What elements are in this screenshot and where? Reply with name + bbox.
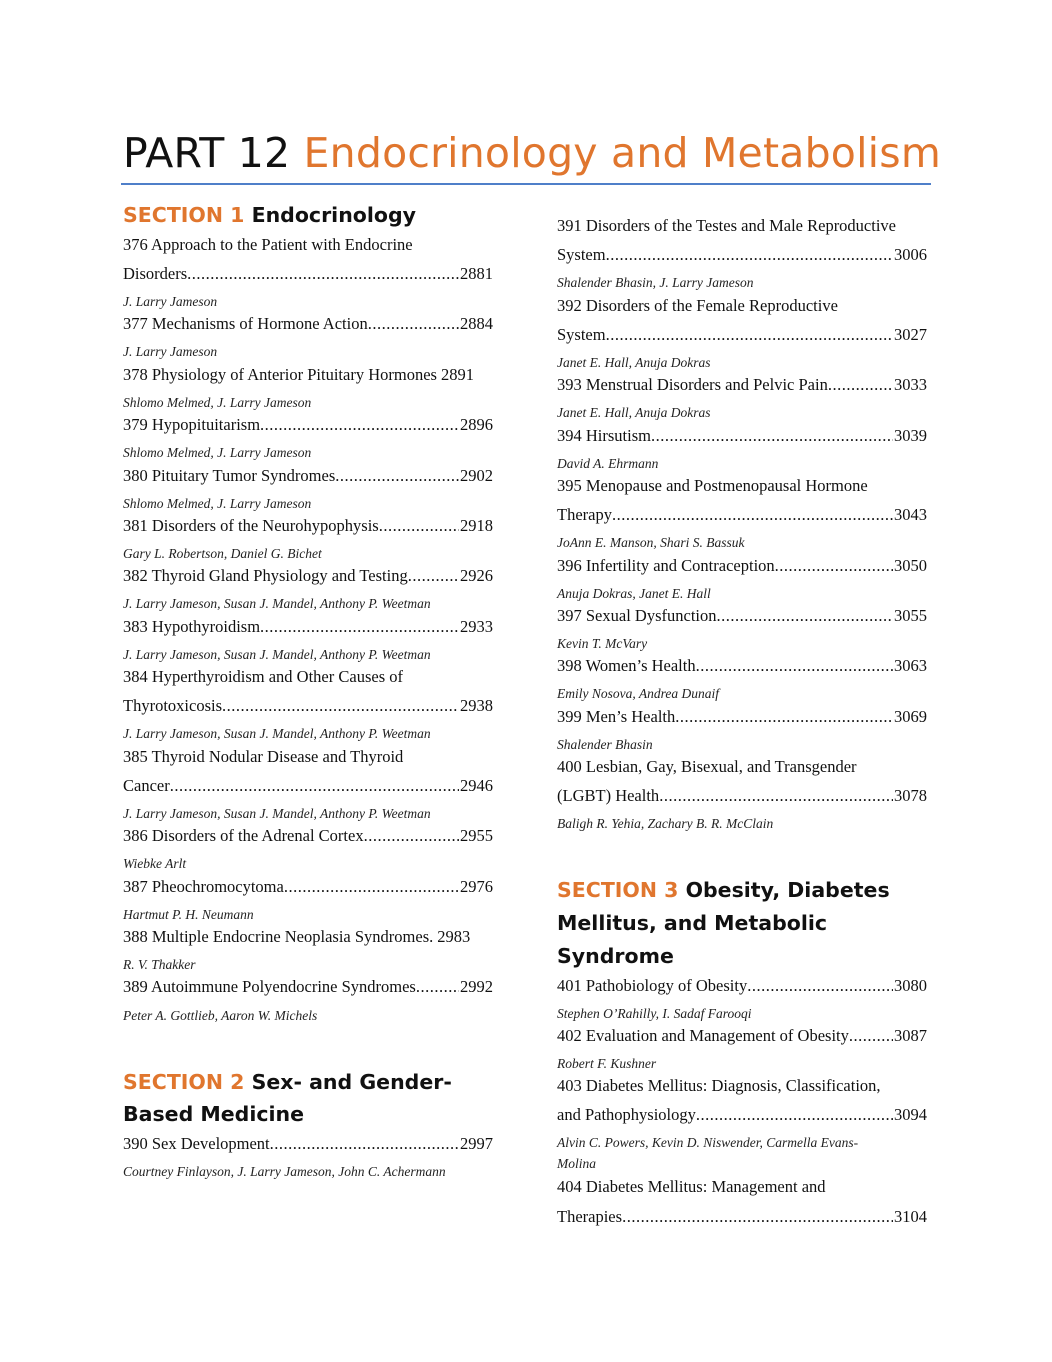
chapter-391-label: System [557,245,606,264]
chapter-380-authors: Shlomo Melmed, J. Larry Jameson [123,496,312,511]
leader-dots [379,515,459,537]
chapter-396-entry[interactable] [557,555,927,577]
leader-dots [659,785,893,807]
chapter-404-entry[interactable] [557,1206,927,1228]
leader-dots [696,655,893,677]
section-2-label: SECTION 2 [123,1070,245,1094]
chapter-376-entry[interactable] [123,263,493,285]
leader-dots [284,876,459,898]
chapter-404-label: Therapies [557,1207,623,1226]
leader-dots [622,1206,893,1228]
leader-dots [364,825,459,847]
leader-dots [675,706,893,728]
leader-dots [335,465,459,487]
chapter-377-page: 2884 [460,314,493,333]
chapter-386-authors: Wiebke Arlt [123,856,187,871]
chapter-389-entry[interactable] [123,976,493,998]
leader-dots [716,605,893,627]
chapter-385-title: 385 Thyroid Nodular Disease and Thyroid [123,747,404,766]
chapter-382-label: 382 Thyroid Gland Physiology and Testing [123,566,408,585]
chapter-383-label: 383 Hypothyroidism [123,617,261,636]
chapter-404-page: 3104 [894,1207,927,1226]
chapter-392-label: System [557,325,606,344]
chapter-390-label: 390 Sex Development [123,1134,270,1153]
chapter-379-page: 2896 [460,415,493,434]
section-2-heading-line2: Based Medicine [123,1102,305,1126]
chapter-398-page: 3063 [894,656,927,675]
leader-dots [606,324,893,346]
chapter-401-authors: Stephen O’Rahilly, I. Sadaf Farooqi [557,1006,752,1021]
chapter-381-entry[interactable] [123,515,493,537]
chapter-397-page: 3055 [894,606,927,625]
part-name: Endocrinology and Metabolism [303,129,941,177]
chapter-376-authors: J. Larry Jameson [123,294,218,309]
chapter-384-label: Thyrotoxicosis [123,696,222,715]
chapter-401-page: 3080 [894,976,927,995]
chapter-403-entry[interactable] [557,1104,927,1126]
chapter-381-label: 381 Disorders of the Neurohypophysis [123,516,379,535]
chapter-387-page: 2976 [460,877,493,896]
chapter-389-page: 2992 [460,977,493,996]
chapter-391-authors: Shalender Bhasin, J. Larry Jameson [557,275,754,290]
section-1-title: Endocrinology [251,203,417,227]
chapter-386-label: 386 Disorders of the Adrenal Cortex [123,826,364,845]
chapter-396-label: 396 Infertility and Contraception [557,556,775,575]
chapter-400-title: 400 Lesbian, Gay, Bisexual, and Transgender [557,757,857,776]
part-title [123,126,941,180]
chapter-389-authors: Peter A. Gottlieb, Aaron W. Michels [123,1008,318,1023]
section-3-title-line1: Obesity, Diabetes [685,878,890,902]
chapter-403-authors: Alvin C. Powers, Kevin D. Niswender, Carmella Evans- [557,1135,859,1150]
chapter-386-entry[interactable] [123,825,493,847]
chapter-391-page: 3006 [894,245,927,264]
chapter-385-authors: J. Larry Jameson, Susan J. Mandel, Anthony P. Weetman [123,806,431,821]
chapter-401-entry[interactable] [557,975,927,997]
chapter-383-authors: J. Larry Jameson, Susan J. Mandel, Anthony P. Weetman [123,647,431,662]
chapter-388-authors: R. V. Thakker [123,957,196,972]
chapter-387-label: 387 Pheochromocytoma [123,877,284,896]
leader-dots [606,244,893,266]
chapter-380-label: 380 Pituitary Tumor Syndromes [123,466,336,485]
chapter-379-label: 379 Hypopituitarism [123,415,261,434]
chapter-379-entry[interactable] [123,414,493,436]
chapter-383-entry[interactable] [123,616,493,638]
chapter-384-entry[interactable] [123,695,493,717]
chapter-376-label: Disorders [123,264,188,283]
chapter-399-label: 399 Men’s Health [557,707,676,726]
chapter-377-label: 377 Mechanisms of Hormone Action [123,314,368,333]
leader-dots [747,975,893,997]
chapter-382-page: 2926 [460,566,493,585]
section-1-label: SECTION 1 [123,203,245,227]
chapter-400-page: 3078 [894,786,927,805]
chapter-383-page: 2933 [460,617,493,636]
title-rule [121,183,931,185]
section-3-heading-line3: Syndrome [557,944,674,968]
chapter-404-title: 404 Diabetes Mellitus: Management and [557,1177,826,1196]
leader-dots [775,555,893,577]
chapter-395-entry[interactable] [557,504,927,526]
chapter-391-entry[interactable] [557,244,927,266]
chapter-384-page: 2938 [460,696,493,715]
chapter-402-authors: Robert F. Kushner [557,1056,657,1071]
chapter-377-entry[interactable] [123,313,493,335]
chapter-394-label: 394 Hirsutism [557,426,651,445]
leader-dots [416,976,459,998]
chapter-398-authors: Emily Nosova, Andrea Dunaif [557,686,719,701]
section-2-title-line1: Sex- and Gender- [251,1070,452,1094]
chapter-380-entry[interactable] [123,465,493,487]
chapter-395-title: 395 Menopause and Postmenopausal Hormone [557,476,868,495]
leader-dots [696,1104,893,1126]
leader-dots [170,775,459,797]
chapter-388-page: 2983 [437,927,471,946]
leader-dots [260,414,459,436]
chapter-400-label: (LGBT) Health [557,786,660,805]
chapter-378-label: 378 Physiology of Anterior Pituitary Hormones [123,365,437,384]
section-2-heading [123,1066,495,1098]
chapter-400-entry[interactable] [557,785,927,807]
chapter-394-authors: David A. Ehrmann [557,456,659,471]
chapter-400-authors: Baligh R. Yehia, Zachary B. R. McClain [557,816,774,831]
chapter-393-authors: Janet E. Hall, Anuja Dokras [557,405,711,420]
chapter-393-label: 393 Menstrual Disorders and Pelvic Pain [557,375,828,394]
chapter-387-entry[interactable] [123,876,493,898]
chapter-392-entry[interactable] [557,324,927,346]
chapter-378-authors: Shlomo Melmed, J. Larry Jameson [123,395,312,410]
chapter-402-label: 402 Evaluation and Management of Obesity [557,1026,849,1045]
leader-dots [849,1025,893,1047]
chapter-382-authors: J. Larry Jameson, Susan J. Mandel, Anthony P. Weetman [123,596,431,611]
chapter-382-entry[interactable] [123,565,493,587]
chapter-397-authors: Kevin T. McVary [557,636,648,651]
chapter-402-page: 3087 [894,1026,927,1045]
chapter-395-page: 3043 [894,505,927,524]
chapter-390-authors: Courtney Finlayson, J. Larry Jameson, John C. Achermann [123,1164,446,1179]
chapter-397-entry[interactable] [557,605,927,627]
chapter-403-title: 403 Diabetes Mellitus: Diagnosis, Classification, [557,1076,881,1095]
chapter-391-title: 391 Disorders of the Testes and Male Reproductive [557,216,896,235]
section-3-heading-line2: Mellitus, and Metabolic [557,911,828,935]
chapter-387-authors: Hartmut P. H. Neumann [123,907,254,922]
leader-dots [368,313,459,335]
chapter-393-page: 3033 [894,375,927,394]
chapter-398-label: 398 Women’s Health [557,656,696,675]
leader-dots [408,565,459,587]
chapter-378-entry[interactable] [123,364,493,386]
chapter-381-authors: Gary L. Robertson, Daniel G. Bichet [123,546,322,561]
chapter-376-page: 2881 [460,264,493,283]
leader-dots [612,504,893,526]
leader-dots [651,425,893,447]
chapter-386-page: 2955 [460,826,493,845]
chapter-403-label: and Pathophysiology [557,1105,696,1124]
chapter-390-page: 2997 [460,1134,493,1153]
chapter-402-entry[interactable] [557,1025,927,1047]
leader-dots [828,374,893,396]
chapter-394-entry[interactable] [557,425,927,447]
section-1-heading [123,199,495,231]
part-number: PART 12 [123,129,291,177]
chapter-392-page: 3027 [894,325,927,344]
chapter-385-page: 2946 [460,776,493,795]
chapter-395-authors: JoAnn E. Manson, Shari S. Bassuk [557,535,745,550]
chapter-392-title: 392 Disorders of the Female Reproductive [557,296,838,315]
chapter-377-authors: J. Larry Jameson [123,344,218,359]
chapter-393-entry[interactable] [557,374,927,396]
chapter-388-entry[interactable] [123,926,493,948]
chapter-397-label: 397 Sexual Dysfunction [557,606,717,625]
chapter-379-authors: Shlomo Melmed, J. Larry Jameson [123,445,312,460]
chapter-381-page: 2918 [460,516,493,535]
section-3-label: SECTION 3 [557,878,679,902]
chapter-385-entry[interactable] [123,775,493,797]
leader-dots [270,1133,459,1155]
chapter-396-authors: Anuja Dokras, Janet E. Hall [557,586,711,601]
chapter-380-page: 2902 [460,466,493,485]
chapter-399-page: 3069 [894,707,927,726]
chapter-389-label: 389 Autoimmune Polyendocrine Syndromes [123,977,416,996]
chapter-398-entry[interactable] [557,655,927,677]
chapter-394-page: 3039 [894,426,927,445]
chapter-403-page: 3094 [894,1105,927,1124]
chapter-390-entry[interactable] [123,1133,493,1155]
section-3-heading [557,874,929,906]
chapter-399-entry[interactable] [557,706,927,728]
chapter-388-label: 388 Multiple Endocrine Neoplasia Syndromes. [123,927,434,946]
chapter-378-page: 2891 [440,365,474,384]
chapter-384-authors: J. Larry Jameson, Susan J. Mandel, Anthony P. Weetman [123,726,431,741]
chapter-399-authors: Shalender Bhasin [557,737,653,752]
chapter-396-page: 3050 [894,556,927,575]
chapter-384-title: 384 Hyperthyroidism and Other Causes of [123,667,403,686]
chapter-403-authors-line2: Molina [557,1156,596,1171]
chapter-385-label: Cancer [123,776,170,795]
chapter-395-label: Therapy [557,505,612,524]
leader-dots [222,695,459,717]
chapter-376-title: 376 Approach to the Patient with Endocrine [123,235,413,254]
chapter-392-authors: Janet E. Hall, Anuja Dokras [557,355,711,370]
leader-dots [260,616,459,638]
leader-dots [187,263,459,285]
chapter-401-label: 401 Pathobiology of Obesity [557,976,748,995]
